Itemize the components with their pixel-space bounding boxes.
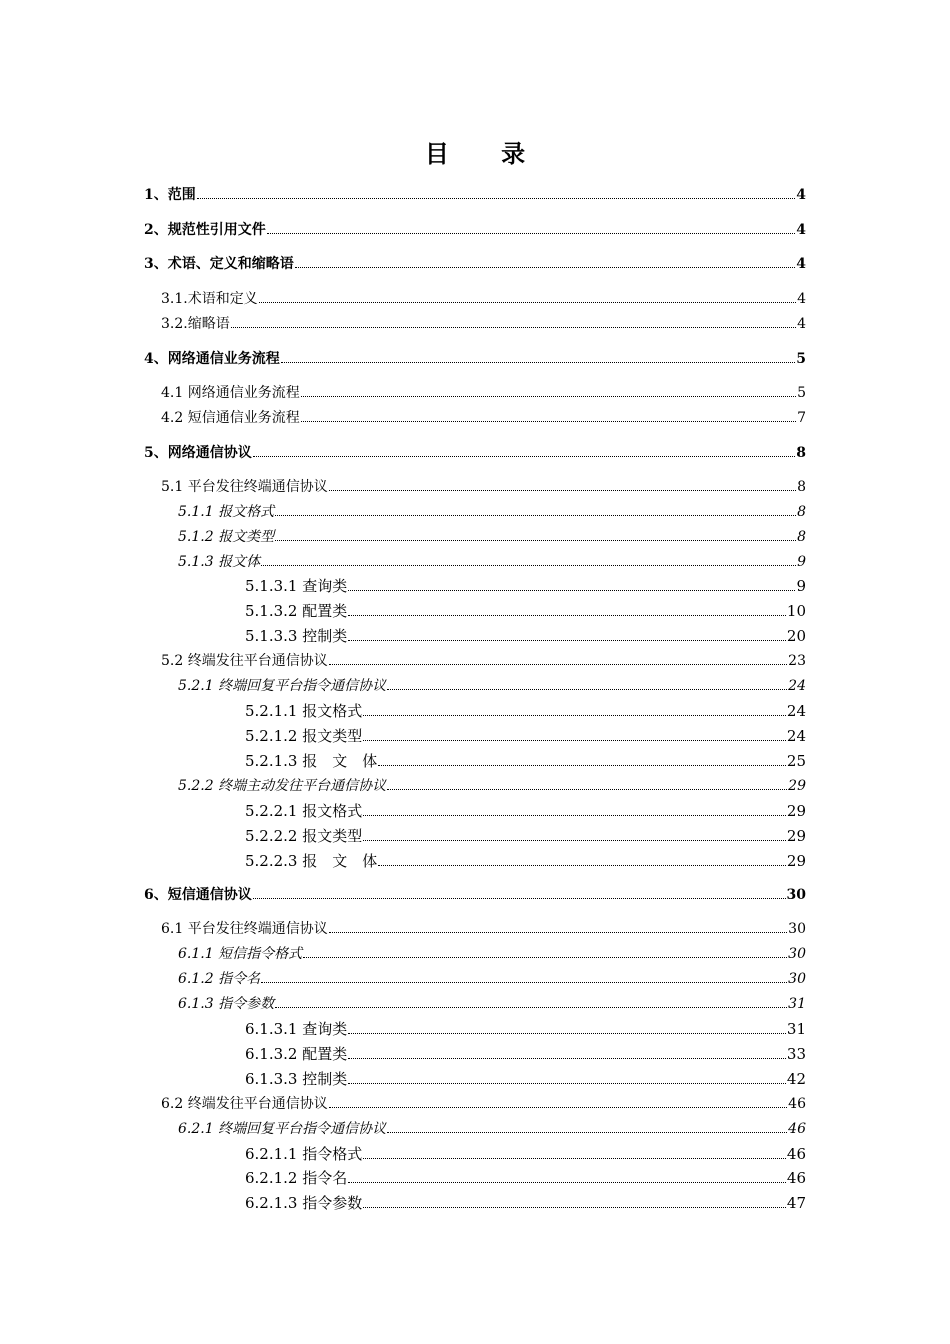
toc-entry-page-number: 9 bbox=[797, 554, 806, 570]
toc-entry-label: 6、短信通信协议 bbox=[144, 887, 252, 903]
toc-entry-page-number: 29 bbox=[788, 778, 806, 794]
dot-leader bbox=[275, 515, 796, 516]
toc-entry[interactable] bbox=[144, 446, 806, 460]
toc-entry-page-number: 42 bbox=[786, 1070, 806, 1088]
toc-entry-label: 6.2.1.2 指令名 bbox=[245, 1169, 348, 1187]
toc-entry-label: 6.1.3.2 配置类 bbox=[245, 1045, 348, 1063]
dot-leader bbox=[301, 421, 796, 422]
toc-entry-label: 5.2.1 终端回复平台指令通信协议 bbox=[178, 678, 387, 694]
toc-entry-page-number: 10 bbox=[786, 602, 806, 620]
toc-entry-page-number: 24 bbox=[786, 702, 806, 720]
toc-entry-page-number: 4 bbox=[797, 291, 806, 307]
toc-entry-page-number: 4 bbox=[796, 187, 806, 203]
dot-leader bbox=[363, 715, 786, 716]
dot-leader bbox=[231, 327, 796, 328]
toc-entry[interactable] bbox=[161, 922, 806, 936]
toc-entry-page-number: 20 bbox=[786, 627, 806, 645]
toc-entry-label: 3.2.缩略语 bbox=[161, 316, 230, 332]
toc-entry-page-number: 30 bbox=[786, 887, 806, 903]
toc-entry[interactable] bbox=[245, 1072, 806, 1087]
toc-entry-page-number: 25 bbox=[786, 752, 806, 770]
dot-leader bbox=[363, 1158, 786, 1159]
dot-leader bbox=[267, 233, 796, 234]
toc-entry[interactable] bbox=[245, 1147, 806, 1162]
toc-entry[interactable] bbox=[245, 854, 806, 869]
toc-entry[interactable] bbox=[178, 779, 806, 793]
toc-entry-page-number: 29 bbox=[786, 827, 806, 845]
toc-entry-label: 5.1.1 报文格式 bbox=[178, 504, 275, 520]
dot-leader bbox=[281, 362, 796, 363]
toc-entry-page-number: 46 bbox=[788, 1096, 806, 1112]
toc-entry[interactable] bbox=[161, 654, 806, 668]
dot-leader bbox=[329, 664, 787, 665]
dot-leader bbox=[387, 689, 787, 690]
toc-entry-label: 5.1.2 报文类型 bbox=[178, 529, 275, 545]
page-title: 目 录 bbox=[424, 139, 548, 168]
toc-entry-label: 6.1 平台发往终端通信协议 bbox=[161, 921, 328, 937]
toc-entry[interactable] bbox=[178, 972, 806, 986]
dot-leader bbox=[261, 565, 796, 566]
toc-entry[interactable] bbox=[161, 1097, 806, 1111]
dot-leader bbox=[329, 932, 787, 933]
toc-entry-page-number: 24 bbox=[786, 727, 806, 745]
toc-entry-page-number: 31 bbox=[788, 996, 806, 1012]
toc-entry-page-number: 46 bbox=[786, 1169, 806, 1187]
toc-entry-page-number: 24 bbox=[788, 678, 806, 694]
toc-entry-page-number: 31 bbox=[786, 1020, 806, 1038]
toc-entry[interactable] bbox=[245, 1171, 806, 1186]
dot-leader bbox=[329, 490, 796, 491]
toc-entry-label: 5、网络通信协议 bbox=[144, 445, 252, 461]
dot-leader bbox=[275, 540, 796, 541]
toc-entry[interactable] bbox=[245, 704, 806, 719]
toc-entry-label: 5.1.3.1 查询类 bbox=[245, 577, 348, 595]
toc-entry-page-number: 8 bbox=[796, 445, 806, 461]
toc-entry[interactable] bbox=[245, 754, 806, 769]
toc-entry[interactable] bbox=[161, 411, 806, 425]
toc-entry-label: 5.2.1.2 报文类型 bbox=[245, 727, 363, 745]
toc-entry-label: 6.1.3 指令参数 bbox=[178, 996, 275, 1012]
toc-entry[interactable] bbox=[245, 1196, 806, 1211]
toc-entry-label: 6.1.3.3 控制类 bbox=[245, 1070, 348, 1088]
toc-entry-page-number: 46 bbox=[788, 1121, 806, 1137]
toc-entry-label: 6.2.1.1 指令格式 bbox=[245, 1145, 363, 1163]
toc-entry[interactable] bbox=[161, 317, 806, 331]
toc-entry[interactable] bbox=[245, 579, 806, 594]
toc-entry-page-number: 4 bbox=[796, 222, 806, 238]
toc-entry[interactable] bbox=[178, 997, 806, 1011]
toc-entry-page-number: 4 bbox=[797, 316, 806, 332]
toc-entry-label: 6.1.1 短信指令格式 bbox=[178, 946, 303, 962]
dot-leader bbox=[387, 1132, 787, 1133]
toc-entry-label: 4.2 短信通信业务流程 bbox=[161, 410, 300, 426]
dot-leader bbox=[295, 267, 796, 268]
dot-leader bbox=[363, 840, 786, 841]
dot-leader bbox=[253, 456, 796, 457]
toc-entry-page-number: 33 bbox=[786, 1045, 806, 1063]
dot-leader bbox=[348, 615, 786, 616]
toc-entry[interactable] bbox=[245, 629, 806, 644]
toc-entry[interactable] bbox=[144, 888, 806, 902]
dot-leader bbox=[387, 789, 787, 790]
toc-entry-label: 6.2.1 终端回复平台指令通信协议 bbox=[178, 1121, 387, 1137]
dot-leader bbox=[348, 1058, 786, 1059]
toc-entry-page-number: 8 bbox=[797, 529, 806, 545]
toc-entry-label: 5.1 平台发往终端通信协议 bbox=[161, 479, 328, 495]
toc-entry-label: 5.2.1.3 报 文 体 bbox=[245, 752, 378, 770]
dot-leader bbox=[348, 1083, 786, 1084]
dot-leader bbox=[275, 1007, 787, 1008]
toc-entry-label: 5.2.2.3 报 文 体 bbox=[245, 852, 378, 870]
toc-entry[interactable] bbox=[178, 947, 806, 961]
toc-entry-page-number: 5 bbox=[796, 351, 806, 367]
toc-entry[interactable] bbox=[161, 386, 806, 400]
toc-entry-label: 4、网络通信业务流程 bbox=[144, 351, 280, 367]
toc-entry-label: 5.2 终端发往平台通信协议 bbox=[161, 653, 328, 669]
toc-entry[interactable] bbox=[144, 188, 806, 202]
toc-entry[interactable] bbox=[144, 257, 806, 271]
toc-entry-page-number: 30 bbox=[788, 921, 806, 937]
toc-entry-label: 1、范围 bbox=[144, 187, 196, 203]
toc-entry-page-number: 30 bbox=[788, 971, 806, 987]
toc-entry-label: 6.2 终端发往平台通信协议 bbox=[161, 1096, 328, 1112]
toc-entry-label: 3、术语、定义和缩略语 bbox=[144, 256, 294, 272]
dot-leader bbox=[329, 1107, 787, 1108]
toc-entry[interactable] bbox=[144, 223, 806, 237]
dot-leader bbox=[259, 302, 796, 303]
toc-entry[interactable] bbox=[161, 292, 806, 306]
toc-entry-label: 5.2.2.2 报文类型 bbox=[245, 827, 363, 845]
toc-entry-page-number: 9 bbox=[796, 577, 806, 595]
toc-entry[interactable] bbox=[245, 1047, 806, 1062]
dot-leader bbox=[348, 590, 795, 591]
toc-entry-page-number: 5 bbox=[797, 385, 806, 401]
dot-leader bbox=[348, 1033, 786, 1034]
dot-leader bbox=[301, 396, 796, 397]
toc-entry[interactable] bbox=[245, 829, 806, 844]
dot-leader bbox=[197, 198, 796, 199]
toc-entry-label: 5.1.3.2 配置类 bbox=[245, 602, 348, 620]
dot-leader bbox=[363, 740, 786, 741]
toc-entry-label: 6.1.3.1 查询类 bbox=[245, 1020, 348, 1038]
toc-entry-label: 5.2.1.1 报文格式 bbox=[245, 702, 363, 720]
toc-entry-label: 5.1.3 报文体 bbox=[178, 554, 261, 570]
toc-entry[interactable] bbox=[245, 729, 806, 744]
toc-entry-label: 2、规范性引用文件 bbox=[144, 222, 266, 238]
dot-leader bbox=[348, 640, 786, 641]
dot-leader bbox=[348, 1182, 786, 1183]
dot-leader bbox=[363, 1207, 786, 1208]
dot-leader bbox=[378, 865, 786, 866]
toc-entry-label: 5.2.2 终端主动发往平台通信协议 bbox=[178, 778, 387, 794]
toc-entry-page-number: 8 bbox=[797, 504, 806, 520]
toc-entry[interactable] bbox=[178, 530, 806, 544]
toc-entry-label: 6.2.1.3 指令参数 bbox=[245, 1194, 363, 1212]
toc-entry-page-number: 23 bbox=[788, 653, 806, 669]
dot-leader bbox=[303, 957, 787, 958]
dot-leader bbox=[253, 898, 786, 899]
dot-leader bbox=[378, 765, 786, 766]
toc-entry-label: 5.2.2.1 报文格式 bbox=[245, 802, 363, 820]
toc-entry[interactable] bbox=[178, 505, 806, 519]
toc-entry[interactable] bbox=[178, 679, 806, 693]
toc-entry-label: 5.1.3.3 控制类 bbox=[245, 627, 348, 645]
toc-entry[interactable] bbox=[245, 604, 806, 619]
toc-entry-page-number: 46 bbox=[786, 1145, 806, 1163]
toc-entry[interactable] bbox=[245, 804, 806, 819]
toc-entry[interactable] bbox=[161, 480, 806, 494]
toc-entry[interactable] bbox=[178, 1122, 806, 1136]
toc-entry-page-number: 4 bbox=[796, 256, 806, 272]
toc-entry-page-number: 29 bbox=[786, 852, 806, 870]
toc-entry-label: 6.1.2 指令名 bbox=[178, 971, 261, 987]
toc-entry-page-number: 30 bbox=[788, 946, 806, 962]
toc-entry[interactable] bbox=[144, 352, 806, 366]
dot-leader bbox=[363, 815, 786, 816]
toc-entry-label: 3.1.术语和定义 bbox=[161, 291, 258, 307]
toc-entry-page-number: 7 bbox=[797, 410, 806, 426]
toc-entry[interactable] bbox=[245, 1022, 806, 1037]
toc-entry-page-number: 29 bbox=[786, 802, 806, 820]
toc-entry-label: 4.1 网络通信业务流程 bbox=[161, 385, 300, 401]
toc-entry-page-number: 47 bbox=[786, 1194, 806, 1212]
dot-leader bbox=[261, 982, 787, 983]
toc-entry-page-number: 8 bbox=[797, 479, 806, 495]
toc-entry[interactable] bbox=[178, 555, 806, 569]
